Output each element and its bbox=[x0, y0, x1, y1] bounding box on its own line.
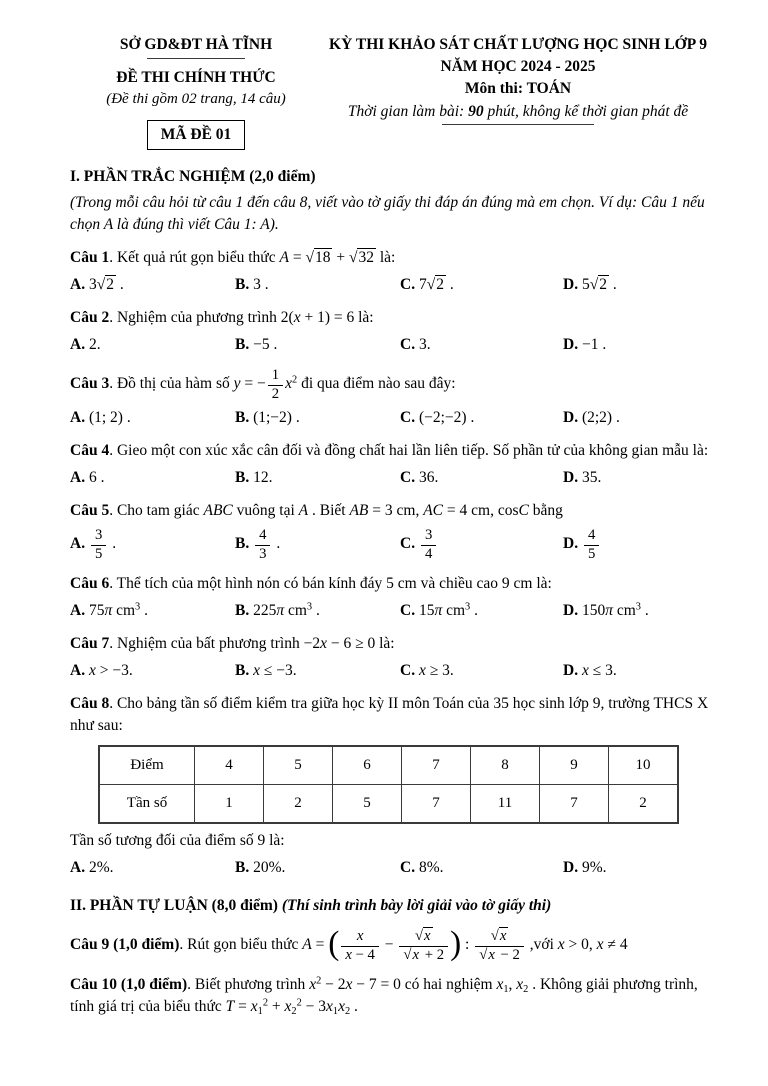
header-left-block bbox=[70, 34, 322, 150]
question-6 bbox=[70, 573, 714, 622]
subject-line: Môn thi: TOÁN bbox=[464, 80, 572, 97]
option bbox=[563, 467, 714, 489]
question-label: Câu 4 bbox=[70, 442, 110, 460]
exam-code-box: MÃ ĐỀ 01 bbox=[147, 120, 246, 150]
option bbox=[235, 407, 400, 429]
option-value: $\frac{3}{4}$ bbox=[419, 535, 438, 552]
option-letter: A. bbox=[70, 535, 86, 553]
option-letter: B. bbox=[235, 859, 250, 877]
time-suffix: phút, không kể thời gian phát đề bbox=[483, 103, 689, 120]
option bbox=[563, 334, 714, 356]
option bbox=[235, 274, 400, 296]
page-header bbox=[70, 34, 714, 150]
header-right-block bbox=[322, 34, 714, 125]
time-underline bbox=[442, 124, 594, 125]
question-body: . Nghiệm của phương trình 2(x + 1) = 6 là: bbox=[109, 309, 374, 327]
option-letter: A. bbox=[70, 662, 86, 680]
table-cell: 9 bbox=[540, 746, 609, 785]
option bbox=[400, 660, 563, 682]
essay-question-9 bbox=[70, 924, 714, 963]
table-cell: 5 bbox=[264, 746, 333, 785]
question-label: Câu 9 (1,0 điểm) bbox=[70, 936, 180, 954]
option-value: x ≤ 3. bbox=[581, 662, 617, 680]
question-text bbox=[70, 500, 714, 522]
option-value: 150π $cm^3$ . bbox=[581, 601, 649, 620]
option-value: 5√2 . bbox=[581, 276, 617, 294]
option-letter: A. bbox=[70, 602, 86, 620]
option-value: x > −3. bbox=[88, 662, 133, 680]
option-letter: A. bbox=[70, 859, 86, 877]
question-label: Câu 5 bbox=[70, 502, 110, 520]
question-text bbox=[70, 367, 714, 402]
question-body: . Rút gọn biểu thức A = ( $\frac{x}{x - 4}$ − $\frac{√x}{√x + 2}$ ) : $\frac{√x}{√x - 2}$ ,với x > 0, x ≠ 4 bbox=[179, 924, 628, 963]
option bbox=[563, 857, 714, 879]
option-letter: C. bbox=[400, 336, 416, 354]
question-label: Câu 3 bbox=[70, 375, 110, 393]
option-letter: D. bbox=[563, 535, 579, 553]
table-cell: 7 bbox=[402, 746, 471, 785]
options-row bbox=[70, 467, 714, 489]
option-letter: D. bbox=[563, 662, 579, 680]
section2-title: II. PHẦN TỰ LUẬN (8,0 điểm) bbox=[70, 897, 278, 915]
question-text bbox=[70, 440, 714, 462]
option-letter: A. bbox=[70, 276, 86, 294]
option bbox=[70, 467, 235, 489]
table-cell: 1 bbox=[195, 785, 264, 824]
question-label: Câu 7 bbox=[70, 635, 110, 653]
table-cell: 8 bbox=[471, 746, 540, 785]
question-body: . Kết quả rút gọn biểu thức A = √18 + √32 là: bbox=[109, 249, 396, 267]
option-letter: A. bbox=[70, 469, 86, 487]
option-letter: A. bbox=[70, 336, 86, 354]
option-value: (1;−2) . bbox=[253, 409, 300, 427]
option-value: 2%. bbox=[88, 859, 114, 877]
table-row bbox=[99, 785, 678, 824]
question-text bbox=[70, 633, 714, 655]
option-value: 225π $cm^3$ . bbox=[253, 601, 320, 620]
option-letter: C. bbox=[400, 602, 416, 620]
question-body: . Gieo một con xúc xắc cân đối và đồng chất hai lần liên tiếp. Số phần tử của không gian mẫu là: bbox=[109, 442, 709, 460]
options-row bbox=[70, 407, 714, 429]
option-letter: D. bbox=[563, 469, 579, 487]
option bbox=[235, 857, 400, 879]
time-line bbox=[322, 101, 714, 123]
question-5 bbox=[70, 500, 714, 562]
document-type: ĐỀ THI CHÍNH THỨC bbox=[116, 69, 276, 86]
option-value: 20%. bbox=[253, 859, 286, 877]
option-value: (1; 2) . bbox=[88, 409, 131, 427]
option-value: 3. bbox=[418, 336, 431, 354]
question-body: . Đồ thị của hàm số y = − $\frac{1}{2}$ $x^2$ đi qua điểm nào sau đây: bbox=[109, 367, 456, 402]
option-value: −1 . bbox=[581, 336, 607, 354]
exam-title: KỲ THI KHẢO SÁT CHẤT LƯỢNG HỌC SINH LỚP 9 bbox=[329, 36, 707, 53]
options-row bbox=[70, 334, 714, 356]
question-post-text: Tần số tương đối của điểm số 9 là: bbox=[70, 832, 285, 850]
table-cell: 11 bbox=[471, 785, 540, 824]
option bbox=[235, 660, 400, 682]
option-letter: C. bbox=[400, 662, 416, 680]
section1-title: I. PHẦN TRẮC NGHIỆM (2,0 điểm) bbox=[70, 168, 316, 186]
school-year: NĂM HỌC 2024 - 2025 bbox=[440, 58, 596, 75]
option bbox=[400, 334, 563, 356]
section2-note: (Thí sinh trình bày lời giải vào tờ giấy thi) bbox=[277, 897, 552, 915]
option-letter: C. bbox=[400, 469, 416, 487]
option-value: 3 . bbox=[253, 276, 269, 294]
option bbox=[563, 274, 714, 296]
question-text bbox=[70, 693, 714, 737]
table-cell: 5 bbox=[333, 785, 402, 824]
department-name: SỞ GD&ĐT HÀ TĨNH bbox=[119, 36, 273, 53]
option-value: 35. bbox=[581, 469, 602, 487]
option-value: x ≥ 3. bbox=[418, 662, 454, 680]
option-value: 75π $cm^3$ . bbox=[88, 601, 148, 620]
table-cell: Tần số bbox=[99, 785, 195, 824]
frequency-table bbox=[98, 745, 679, 824]
question-label: Câu 10 (1,0 điểm) bbox=[70, 976, 188, 994]
option-value: (−2;−2) . bbox=[418, 409, 475, 427]
option-letter: D. bbox=[563, 276, 579, 294]
option-value: $\frac{4}{3}$ . bbox=[253, 535, 280, 552]
option bbox=[235, 334, 400, 356]
option bbox=[235, 467, 400, 489]
option-letter: B. bbox=[235, 602, 250, 620]
option-value: 36. bbox=[418, 469, 439, 487]
option bbox=[563, 407, 714, 429]
option-letter: D. bbox=[563, 602, 579, 620]
option bbox=[70, 334, 235, 356]
option bbox=[235, 600, 400, 622]
option bbox=[400, 274, 563, 296]
option-letter: C. bbox=[400, 276, 416, 294]
table-cell: 7 bbox=[540, 785, 609, 824]
option-value: 2. bbox=[88, 336, 101, 354]
options-row bbox=[70, 660, 714, 682]
table-cell: 2 bbox=[264, 785, 333, 824]
option bbox=[70, 660, 235, 682]
table-cell: Điểm bbox=[99, 746, 195, 785]
option-value: 3√2 . bbox=[88, 276, 124, 294]
mc-questions bbox=[70, 247, 714, 879]
question-8 bbox=[70, 693, 714, 879]
option-value: 12. bbox=[253, 469, 273, 487]
option-letter: A. bbox=[70, 409, 86, 427]
option bbox=[70, 527, 235, 562]
question-text bbox=[70, 247, 714, 269]
option-letter: C. bbox=[400, 409, 416, 427]
option-value: $\frac{3}{5}$ . bbox=[89, 535, 116, 552]
question-1 bbox=[70, 247, 714, 296]
option-value: 9%. bbox=[581, 859, 607, 877]
question-label: Câu 2 bbox=[70, 309, 110, 327]
options-row bbox=[70, 857, 714, 879]
options-row bbox=[70, 600, 714, 622]
option bbox=[563, 527, 714, 562]
question-label: Câu 6 bbox=[70, 575, 110, 593]
option bbox=[563, 600, 714, 622]
question-body: . Thể tích của một hình nón có bán kính đáy 5 cm và chiều cao 9 cm là: bbox=[109, 575, 552, 593]
option-letter: B. bbox=[235, 409, 250, 427]
question-2 bbox=[70, 307, 714, 356]
question-text bbox=[70, 573, 714, 595]
option bbox=[400, 527, 563, 562]
option-letter: B. bbox=[235, 276, 250, 294]
option bbox=[70, 857, 235, 879]
option bbox=[400, 600, 563, 622]
option-value: 15π $cm^3$ . bbox=[418, 601, 478, 620]
section2-heading bbox=[70, 895, 714, 917]
option-value: x ≤ −3. bbox=[253, 662, 297, 680]
document-note: (Đề thi gồm 02 trang, 14 câu) bbox=[106, 91, 286, 107]
question-label: Câu 8 bbox=[70, 695, 110, 713]
option-letter: C. bbox=[400, 859, 416, 877]
options-row bbox=[70, 274, 714, 296]
question-body: . Cho bảng tần số điểm kiểm tra giữa học kỳ II môn Toán của 35 học sinh lớp 9, trường THCS X như sau: bbox=[70, 695, 709, 735]
option-value: −5 . bbox=[253, 336, 278, 354]
option-value: $\frac{4}{5}$ bbox=[582, 535, 601, 552]
option-letter: B. bbox=[235, 535, 250, 553]
table-cell: 4 bbox=[195, 746, 264, 785]
option-letter: D. bbox=[563, 409, 579, 427]
question-7 bbox=[70, 633, 714, 682]
option-letter: B. bbox=[235, 469, 250, 487]
table-cell: 2 bbox=[609, 785, 679, 824]
essay-questions bbox=[70, 924, 714, 1018]
time-prefix: Thời gian làm bài: bbox=[347, 103, 469, 120]
table-cell: 6 bbox=[333, 746, 402, 785]
option-letter: D. bbox=[563, 859, 579, 877]
question-body: . Nghiệm của bất phương trình −2x − 6 ≥ 0 là: bbox=[109, 635, 395, 653]
option-letter: D. bbox=[563, 336, 579, 354]
question-body: . Biết phương trình $x^2 - 2x - 7 = 0$ có hai nghiệm $x_1$, $x_2$ . Không giải phương trình, tính giá trị của biểu thức $T = x_1^2 + x_2^2 - 3x_1x_2$ . bbox=[70, 975, 698, 1018]
table-cell: 10 bbox=[609, 746, 679, 785]
option-value: 8%. bbox=[418, 859, 444, 877]
option bbox=[235, 527, 400, 562]
question-4 bbox=[70, 440, 714, 489]
option bbox=[70, 274, 235, 296]
option bbox=[400, 407, 563, 429]
essay-question-10 bbox=[70, 974, 714, 1018]
table-row bbox=[99, 746, 678, 785]
question-label: Câu 1 bbox=[70, 249, 110, 267]
section1-intro: (Trong mỗi câu hỏi từ câu 1 đến câu 8, viết vào tờ giấy thi đáp án đúng mà em chọn. Ví dụ: Câu 1 nếu chọn A là đúng thì viết Câu 1: A). bbox=[70, 194, 705, 234]
option bbox=[400, 467, 563, 489]
option-value: 6 . bbox=[88, 469, 105, 487]
question-body: . Cho tam giác ABC vuông tại A . Biết AB = 3 cm, AC = 4 cm, cosC bằng bbox=[109, 502, 563, 520]
time-value: 90 bbox=[468, 103, 484, 120]
option bbox=[400, 857, 563, 879]
option bbox=[563, 660, 714, 682]
table-cell: 7 bbox=[402, 785, 471, 824]
option-letter: B. bbox=[235, 336, 250, 354]
option-letter: B. bbox=[235, 662, 250, 680]
option bbox=[70, 407, 235, 429]
option-value: 7√2 . bbox=[418, 276, 454, 294]
option-letter: C. bbox=[400, 535, 416, 553]
question-text bbox=[70, 307, 714, 329]
question-3 bbox=[70, 367, 714, 429]
option bbox=[70, 600, 235, 622]
option-value: (2;2) . bbox=[581, 409, 620, 427]
header-left-underline bbox=[147, 58, 245, 59]
options-row bbox=[70, 527, 714, 562]
